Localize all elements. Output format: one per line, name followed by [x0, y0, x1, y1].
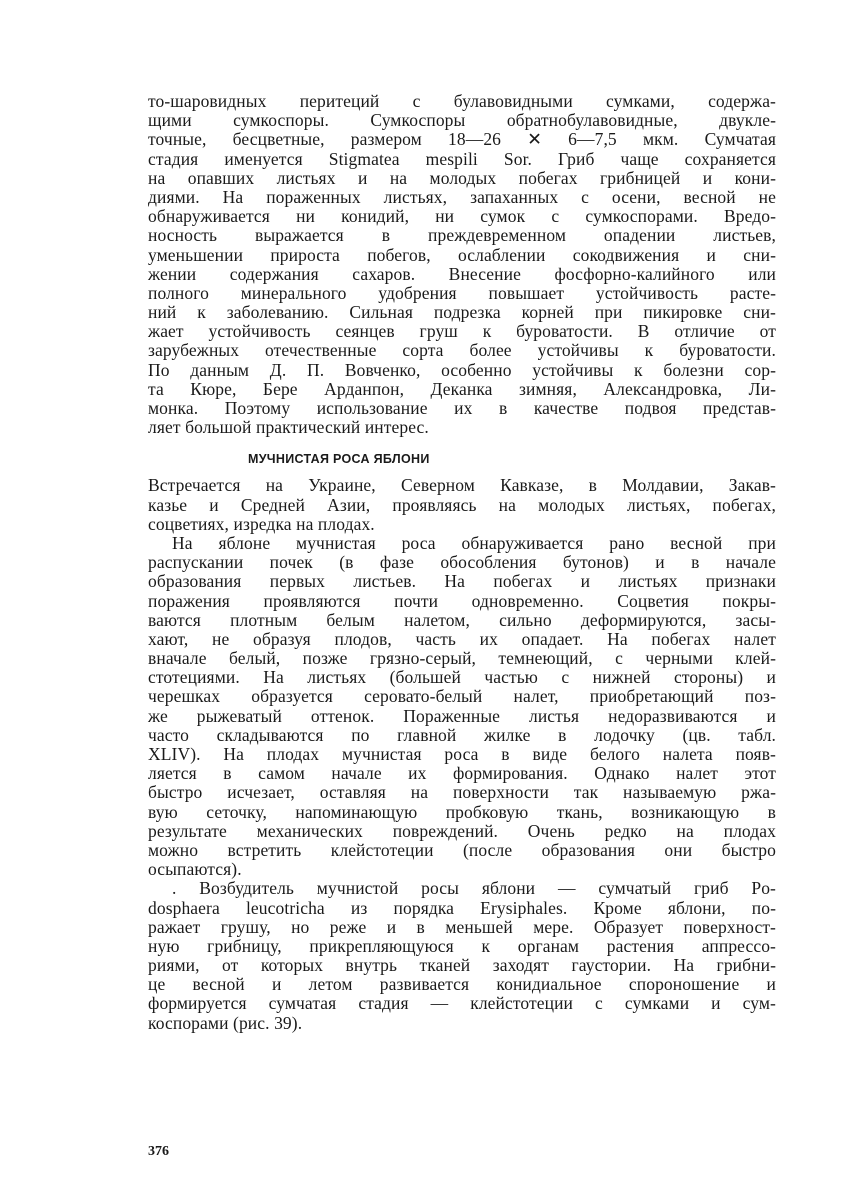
text-line: поражения проявляются почти одновременно. Соцветия покры- — [148, 590, 776, 611]
text-line: ляется в самом начале их формирования. Однако налет этот — [148, 763, 776, 784]
text-line: ний к заболеванию. Сильная подрезка корней при пикировке сни- — [148, 302, 776, 323]
paragraph-distribution — [148, 476, 776, 534]
text-line: можно встретить клейстотеции (после образования они быстро — [148, 839, 776, 860]
text-line: щими сумкоспоры. Сумкоспоры обратнобулавовидные, двукле- — [148, 110, 776, 131]
text-line: вначале белый, позже грязно-серый, темнеющий, с черными клей- — [148, 648, 776, 669]
text-line: уменьшении прироста побегов, ослаблении сокодвижения и сни- — [148, 244, 776, 265]
text-line: риями, от которых внутрь тканей заходят гаустории. На грибни- — [148, 955, 776, 976]
page-body — [148, 92, 776, 1033]
text-line: коспорами (рис. 39). — [148, 1012, 303, 1033]
text-line: стотециями. На листьях (большей частью с нижней стороны) и — [148, 667, 776, 688]
text-line: стадия именуется Stigmatea mespili Sor. Гриб чаще сохраняется — [148, 148, 776, 169]
text-line: монка. Поэтому использование их в качестве подвоя представ- — [148, 398, 776, 418]
text-line: распускании почек (в фазе обособления бутонов) и в начале — [148, 552, 776, 573]
text-line: казье и Средней Азии, проявляясь на молодых листьях, побегах, — [148, 494, 776, 515]
text-line: точные, бесцветные, размером 18—26 ✕ 6—7,5 мкм. Сумчатая — [148, 129, 776, 150]
text-line: соцветиях, изредка на плодах. — [148, 513, 375, 534]
text-line: Встречается на Украине, Северном Кавказе, в Молдавии, Закав- — [148, 475, 776, 496]
text-line: то-шаровидных перитеций с булавовидными сумками, содержа- — [148, 91, 776, 111]
text-line: зарубежных отечественные сорта более устойчивы к буроватости. — [148, 340, 776, 361]
text-line: На яблоне мучнистая роса обнаруживается рано весной при — [172, 532, 776, 553]
text-line: хают, не образуя плодов, часть их опадает. На побегах налет — [148, 628, 776, 649]
paragraph-pathogen — [148, 879, 776, 1033]
paragraph-peritecia — [148, 92, 776, 437]
text-line: ляет большой практический интерес. — [148, 417, 429, 438]
text-line: полного минерального удобрения повышает устойчивость расте- — [148, 282, 776, 303]
text-line: ваются плотным белым налетом, сильно деформируются, засы- — [148, 609, 776, 630]
page-number: 376 — [148, 1144, 169, 1159]
section-heading: МУЧНИСТАЯ РОСА ЯБЛОНИ — [248, 452, 430, 467]
text-line: ную грибницу, прикрепляющуюся к органам растения аппрессо- — [148, 935, 776, 956]
paragraph-symptoms — [148, 534, 776, 879]
text-line: та Кюре, Бере Арданпон, Деканка зимняя, Александровка, Ли- — [148, 378, 776, 399]
text-line: XLIV). На плодах мучнистая роса в виде белого налета появ- — [148, 744, 776, 764]
text-line: диями. На пораженных листьях, запаханных с осени, весной не — [148, 186, 776, 207]
text-line: часто складываются по главной жилке в лодочку (цв. табл. — [148, 724, 776, 745]
text-line: По данным Д. П. Вовченко, особенно устойчивы к болезни сор- — [148, 359, 776, 380]
text-line: формируется сумчатая стадия — клейстотеции с сумками и сум- — [148, 993, 776, 1014]
text-line: dosphaera leucotricha из порядка Erysiphales. Кроме яблони, по- — [148, 897, 776, 918]
text-line: на опавших листьях и на молодых побегах грибницей и кони- — [148, 167, 776, 188]
text-line: же рыжеватый оттенок. Пораженные листья недоразвиваются и — [148, 705, 776, 726]
text-line: жении содержания сахаров. Внесение фосфорно-калийного или — [148, 263, 776, 284]
text-line: це весной и летом развивается конидиальное спороношение и — [148, 974, 776, 995]
text-line: образования первых листьев. На побегах и листьях признаки — [148, 571, 776, 592]
text-line: черешках образуется серовато-белый налет, приобретающий поз- — [148, 686, 776, 707]
text-line: ражает грушу, но реже и в меньшей мере. Образует поверхност- — [148, 916, 776, 937]
text-line: носность выражается в преждевременном опадении листьев, — [148, 225, 776, 246]
text-line: осыпаются). — [148, 859, 242, 880]
text-line: . Возбудитель мучнистой росы яблони — сумчатый гриб Po- — [172, 878, 776, 899]
text-line: жает устойчивость сеянцев груш к буроватости. В отличие от — [148, 321, 776, 342]
text-line: результате механических повреждений. Очень редко на плодах — [148, 820, 776, 841]
text-line: вую сеточку, напоминающую пробковую ткань, возникающую в — [148, 801, 776, 822]
text-line: обнаруживается ни конидий, ни сумок с сумкоспорами. Вредо- — [148, 206, 776, 227]
text-line: быстро исчезает, оставляя на поверхности так называемую ржа- — [148, 782, 776, 803]
